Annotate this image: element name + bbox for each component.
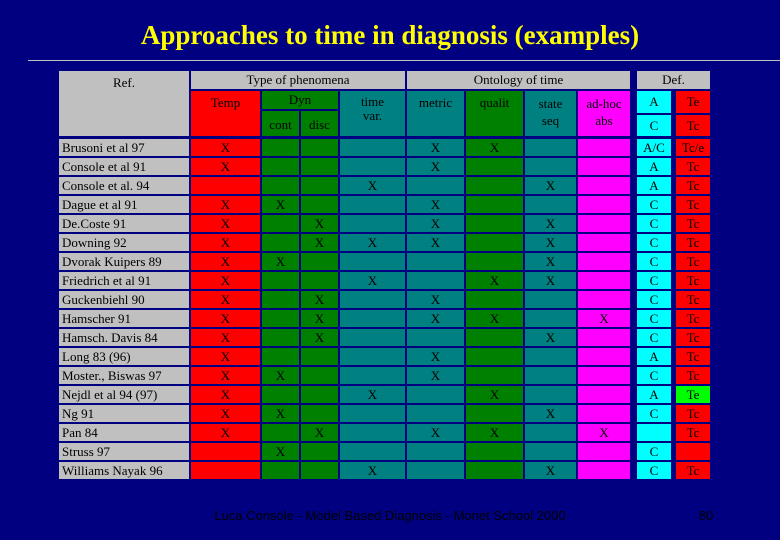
row-cell-ac: C	[636, 461, 672, 480]
row-cell-disc	[300, 138, 339, 157]
row-cell-ac: C	[636, 290, 672, 309]
row-ref: Console et al. 94	[58, 176, 190, 195]
row-cell-tetc: Tc	[675, 290, 711, 309]
page-number: 80	[698, 508, 714, 523]
row-cell-timevar: X	[339, 271, 406, 290]
row-cell-timevar	[339, 214, 406, 233]
row-cell-tetc: Tc/e	[675, 138, 711, 157]
row-cell-cont: X	[261, 442, 300, 461]
row-cell-tetc: Tc	[675, 309, 711, 328]
row-cell-tetc: Te	[675, 385, 711, 404]
row-cell-metric	[406, 252, 465, 271]
row-ref: Downing 92	[58, 233, 190, 252]
row-cell-qualit: X	[465, 271, 524, 290]
row-cell-disc	[300, 442, 339, 461]
row-cell-qualit	[465, 347, 524, 366]
row-ref: Dvorak Kuipers 89	[58, 252, 190, 271]
row-ref: Struss 97	[58, 442, 190, 461]
row-cell-cont	[261, 328, 300, 347]
row-cell-temp	[190, 176, 261, 195]
row-cell-metric: X	[406, 347, 465, 366]
row-cell-ac: A	[636, 385, 672, 404]
row-cell-adhoc: X	[577, 423, 631, 442]
row-cell-stateseq: X	[524, 214, 577, 233]
row-ref: Hamscher 91	[58, 309, 190, 328]
row-cell-temp: X	[190, 195, 261, 214]
row-cell-stateseq	[524, 366, 577, 385]
row-cell-timevar: X	[339, 176, 406, 195]
row-cell-disc	[300, 366, 339, 385]
row-cell-adhoc	[577, 290, 631, 309]
row-cell-cont: X	[261, 404, 300, 423]
row-cell-tetc: Tc	[675, 328, 711, 347]
row-cell-tetc: Tc	[675, 271, 711, 290]
row-ref: Williams Nayak 96	[58, 461, 190, 480]
slide-title: Approaches to time in diagnosis (examples)	[140, 20, 640, 50]
row-ref: Long 83 (96)	[58, 347, 190, 366]
row-cell-qualit	[465, 442, 524, 461]
row-cell-disc	[300, 252, 339, 271]
row-cell-cont	[261, 385, 300, 404]
row-cell-stateseq	[524, 423, 577, 442]
row-cell-qualit	[465, 328, 524, 347]
row-cell-temp: X	[190, 347, 261, 366]
row-cell-timevar	[339, 366, 406, 385]
row-cell-timevar	[339, 195, 406, 214]
row-cell-stateseq	[524, 157, 577, 176]
header-adhoc-abs	[577, 90, 631, 137]
row-cell-metric: X	[406, 309, 465, 328]
row-cell-tetc: Tc	[675, 176, 711, 195]
row-cell-disc	[300, 461, 339, 480]
title-rule	[28, 60, 780, 61]
row-cell-metric	[406, 328, 465, 347]
header-qualit: qualit	[465, 90, 524, 137]
footer-text: Luca Console - Model Based Diagnosis - Monet School 2000	[214, 508, 566, 523]
header-time-var-line2: var.	[362, 108, 383, 123]
row-cell-metric	[406, 271, 465, 290]
header-ref: Ref.	[58, 70, 190, 137]
header-def: Def.	[636, 70, 711, 90]
row-cell-metric: X	[406, 423, 465, 442]
header-def-c: C	[636, 114, 672, 137]
row-cell-cont	[261, 309, 300, 328]
row-cell-qualit	[465, 252, 524, 271]
row-cell-adhoc	[577, 195, 631, 214]
row-cell-timevar	[339, 138, 406, 157]
row-cell-temp: X	[190, 328, 261, 347]
row-cell-temp	[190, 442, 261, 461]
header-ontology-of-time: Ontology of time	[406, 70, 631, 90]
row-cell-stateseq: X	[524, 328, 577, 347]
row-cell-stateseq	[524, 442, 577, 461]
row-cell-timevar	[339, 252, 406, 271]
row-cell-temp: X	[190, 138, 261, 157]
row-cell-disc: X	[300, 328, 339, 347]
row-cell-tetc: Tc	[675, 214, 711, 233]
row-cell-qualit	[465, 176, 524, 195]
row-cell-timevar: X	[339, 461, 406, 480]
row-cell-qualit	[465, 461, 524, 480]
row-cell-stateseq	[524, 385, 577, 404]
header-state-seq-line2: seq	[541, 113, 560, 128]
row-cell-qualit: X	[465, 385, 524, 404]
row-cell-ac: C	[636, 195, 672, 214]
row-cell-metric	[406, 176, 465, 195]
row-cell-temp: X	[190, 271, 261, 290]
row-cell-metric	[406, 461, 465, 480]
header-temp: Temp	[190, 90, 261, 137]
row-ref: De.Coste 91	[58, 214, 190, 233]
row-cell-ac: C	[636, 252, 672, 271]
row-cell-ac: C	[636, 271, 672, 290]
header-time-var	[339, 90, 406, 137]
header-def-te: Te	[675, 90, 711, 114]
row-cell-ac: A	[636, 347, 672, 366]
row-cell-metric: X	[406, 157, 465, 176]
row-cell-temp: X	[190, 252, 261, 271]
row-ref: Nejdl et al 94 (97)	[58, 385, 190, 404]
row-cell-tetc: Tc	[675, 404, 711, 423]
row-cell-metric: X	[406, 214, 465, 233]
row-ref: Friedrich et al 91	[58, 271, 190, 290]
row-cell-tetc: Tc	[675, 157, 711, 176]
row-cell-ac: C	[636, 233, 672, 252]
row-cell-adhoc	[577, 214, 631, 233]
row-cell-disc: X	[300, 290, 339, 309]
row-cell-disc: X	[300, 423, 339, 442]
row-cell-stateseq: X	[524, 176, 577, 195]
row-cell-ac	[636, 423, 672, 442]
row-cell-adhoc	[577, 233, 631, 252]
row-cell-disc	[300, 385, 339, 404]
row-cell-timevar: X	[339, 233, 406, 252]
row-cell-stateseq	[524, 138, 577, 157]
row-cell-qualit	[465, 157, 524, 176]
row-cell-disc	[300, 176, 339, 195]
row-cell-disc	[300, 347, 339, 366]
row-cell-adhoc	[577, 347, 631, 366]
row-cell-adhoc	[577, 328, 631, 347]
row-cell-cont	[261, 157, 300, 176]
row-cell-stateseq: X	[524, 404, 577, 423]
row-cell-temp: X	[190, 214, 261, 233]
row-cell-adhoc	[577, 404, 631, 423]
row-cell-adhoc	[577, 138, 631, 157]
row-cell-timevar	[339, 442, 406, 461]
row-cell-metric: X	[406, 366, 465, 385]
row-cell-cont: X	[261, 252, 300, 271]
row-cell-stateseq: X	[524, 233, 577, 252]
row-cell-timevar	[339, 157, 406, 176]
header-adhoc-abs-line2: abs	[595, 113, 613, 128]
row-cell-cont: X	[261, 366, 300, 385]
row-cell-ac: C	[636, 404, 672, 423]
row-cell-ac: C	[636, 214, 672, 233]
row-cell-disc	[300, 157, 339, 176]
row-cell-cont	[261, 233, 300, 252]
row-cell-ac: C	[636, 366, 672, 385]
row-cell-timevar	[339, 347, 406, 366]
row-cell-metric: X	[406, 138, 465, 157]
row-cell-adhoc	[577, 385, 631, 404]
row-ref: Pan 84	[58, 423, 190, 442]
row-cell-cont	[261, 290, 300, 309]
row-cell-disc	[300, 195, 339, 214]
row-cell-cont	[261, 347, 300, 366]
row-cell-tetc: Tc	[675, 195, 711, 214]
row-cell-qualit	[465, 195, 524, 214]
row-cell-tetc: Tc	[675, 347, 711, 366]
row-cell-timevar	[339, 423, 406, 442]
row-cell-adhoc	[577, 252, 631, 271]
row-cell-adhoc	[577, 271, 631, 290]
row-cell-temp: X	[190, 157, 261, 176]
header-state-seq	[524, 90, 577, 137]
row-cell-stateseq	[524, 309, 577, 328]
row-cell-metric	[406, 385, 465, 404]
row-cell-ac: A/C	[636, 138, 672, 157]
row-cell-ac: C	[636, 442, 672, 461]
header-disc: disc	[300, 110, 339, 137]
row-cell-temp: X	[190, 404, 261, 423]
row-cell-cont	[261, 138, 300, 157]
row-cell-temp	[190, 461, 261, 480]
row-cell-stateseq	[524, 195, 577, 214]
row-cell-temp: X	[190, 233, 261, 252]
row-cell-disc: X	[300, 233, 339, 252]
row-cell-metric	[406, 404, 465, 423]
row-cell-qualit	[465, 290, 524, 309]
row-cell-qualit	[465, 214, 524, 233]
row-cell-cont	[261, 271, 300, 290]
row-cell-cont	[261, 423, 300, 442]
header-cont: cont	[261, 110, 300, 137]
header-time-var-line1: time	[360, 94, 385, 109]
row-cell-qualit	[465, 366, 524, 385]
row-cell-cont	[261, 176, 300, 195]
row-cell-stateseq: X	[524, 461, 577, 480]
row-cell-temp: X	[190, 423, 261, 442]
row-cell-timevar	[339, 404, 406, 423]
row-cell-disc	[300, 404, 339, 423]
row-cell-tetc: Tc	[675, 233, 711, 252]
row-cell-disc: X	[300, 214, 339, 233]
header-dyn: Dyn	[261, 90, 339, 110]
row-cell-metric	[406, 442, 465, 461]
header-def-a: A	[636, 90, 672, 114]
row-cell-adhoc	[577, 176, 631, 195]
row-cell-disc	[300, 271, 339, 290]
row-cell-qualit: X	[465, 309, 524, 328]
row-cell-tetc: Tc	[675, 252, 711, 271]
row-cell-stateseq	[524, 290, 577, 309]
row-cell-metric: X	[406, 233, 465, 252]
row-cell-ac: A	[636, 176, 672, 195]
row-cell-disc: X	[300, 309, 339, 328]
row-cell-timevar	[339, 290, 406, 309]
row-ref: Dague et al 91	[58, 195, 190, 214]
row-cell-qualit	[465, 404, 524, 423]
row-cell-cont	[261, 461, 300, 480]
row-cell-metric: X	[406, 195, 465, 214]
row-cell-temp: X	[190, 385, 261, 404]
row-ref: Guckenbiehl 90	[58, 290, 190, 309]
row-cell-stateseq	[524, 347, 577, 366]
row-cell-tetc: Tc	[675, 366, 711, 385]
row-cell-adhoc	[577, 461, 631, 480]
row-ref: Hamsch. Davis 84	[58, 328, 190, 347]
header-metric: metric	[406, 90, 465, 137]
row-cell-temp: X	[190, 366, 261, 385]
row-cell-stateseq: X	[524, 252, 577, 271]
row-cell-metric: X	[406, 290, 465, 309]
header-def-tc: Tc	[675, 114, 711, 137]
row-cell-timevar	[339, 309, 406, 328]
row-cell-cont: X	[261, 195, 300, 214]
row-cell-temp: X	[190, 290, 261, 309]
row-cell-tetc	[675, 442, 711, 461]
row-cell-ac: A	[636, 157, 672, 176]
header-type-of-phenomena: Type of phenomena	[190, 70, 406, 90]
row-ref: Console et al 91	[58, 157, 190, 176]
row-cell-temp: X	[190, 309, 261, 328]
row-cell-timevar	[339, 328, 406, 347]
row-ref: Ng 91	[58, 404, 190, 423]
row-cell-adhoc	[577, 157, 631, 176]
row-ref: Brusoni et al 97	[58, 138, 190, 157]
row-cell-adhoc: X	[577, 309, 631, 328]
row-cell-qualit	[465, 233, 524, 252]
row-cell-qualit: X	[465, 423, 524, 442]
row-cell-adhoc	[577, 366, 631, 385]
row-cell-stateseq: X	[524, 271, 577, 290]
row-cell-timevar: X	[339, 385, 406, 404]
row-cell-qualit: X	[465, 138, 524, 157]
row-cell-tetc: Tc	[675, 423, 711, 442]
row-cell-ac: C	[636, 328, 672, 347]
header-adhoc-abs-line1: ad-hoc	[586, 96, 622, 111]
row-cell-tetc: Tc	[675, 461, 711, 480]
row-cell-ac: C	[636, 309, 672, 328]
row-ref: Moster., Biswas 97	[58, 366, 190, 385]
header-state-seq-line1: state	[538, 96, 563, 111]
row-cell-cont	[261, 214, 300, 233]
row-cell-adhoc	[577, 442, 631, 461]
